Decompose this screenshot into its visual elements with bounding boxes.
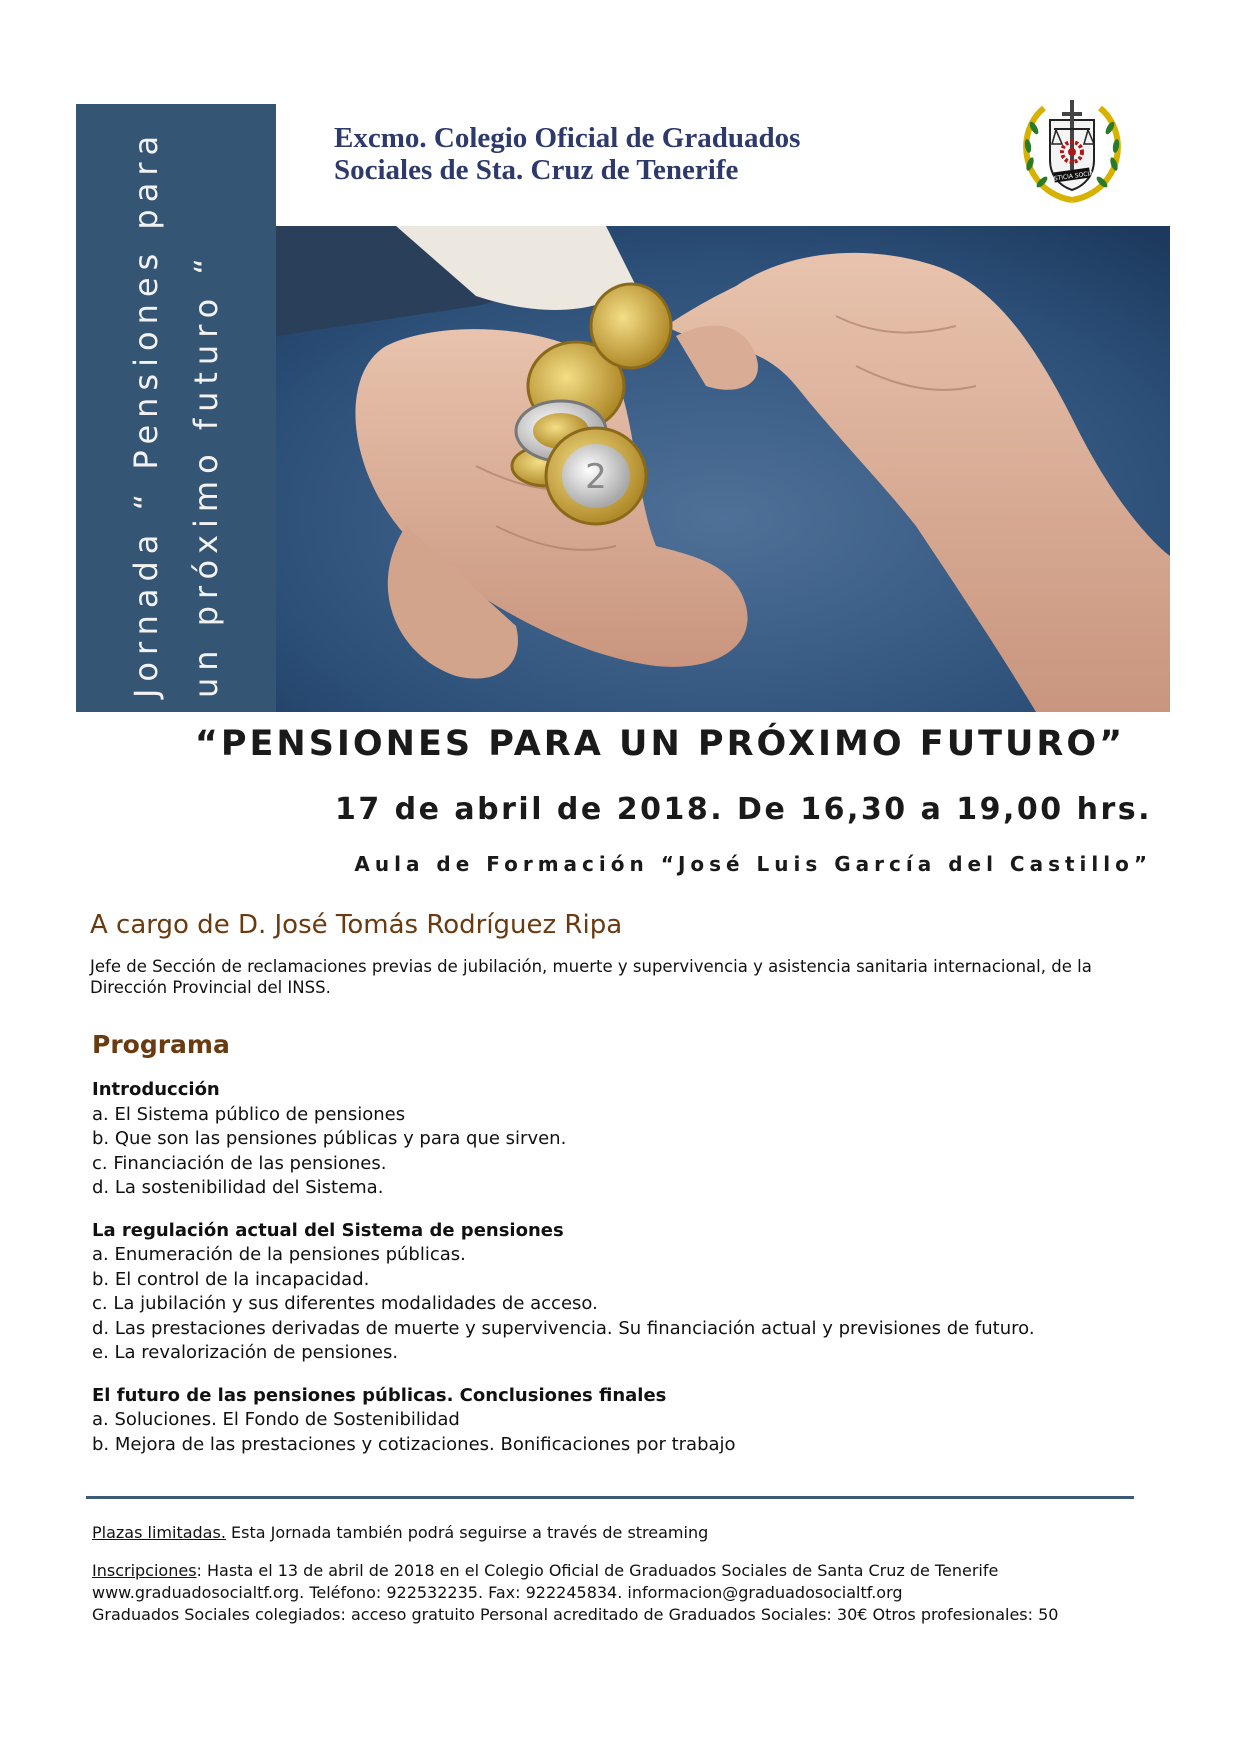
organization-name-line1: Excmo. Colegio Oficial de Graduados (334, 122, 801, 154)
footer-prices-line: Graduados Sociales colegiados: acceso gratuito Personal acreditado de Graduados Sociales: 30€ Otros profesionales: 50 (92, 1605, 1059, 1624)
speaker-heading: A cargo de D. José Tomás Rodríguez Ripa (90, 910, 623, 940)
event-venue: Aula de Formación “José Luis García del Castillo” (354, 852, 1152, 876)
program-section-title: La regulación actual del Sistema de pensiones (92, 1219, 564, 1241)
program-item: d. La sostenibilidad del Sistema. (92, 1177, 384, 1198)
footer-contact-line[interactable]: www.graduadosocialtf.org. Teléfono: 922532235. Fax: 922245834. informacion@graduadosocialtf.org (92, 1583, 903, 1602)
program-list (92, 1078, 1172, 1475)
organization-name-line2: Sociales de Sta. Cruz de Tenerife (334, 154, 739, 186)
program-heading: Programa (92, 1030, 230, 1059)
program-item: a. Enumeración de la pensiones públicas. (92, 1244, 466, 1265)
event-date-time: 17 de abril de 2018. De 16,30 a 19,00 hrs. (334, 792, 1152, 827)
svg-text:2: 2 (585, 457, 607, 497)
inscripciones-text: : Hasta el 13 de abril de 2018 en el Colegio Oficial de Graduados Sociales de Santa Cruz de Tenerife (196, 1561, 999, 1580)
organization-name (334, 122, 934, 186)
program-item: a. El Sistema público de pensiones (92, 1103, 406, 1125)
inscripciones-label: Inscripciones (92, 1561, 197, 1580)
program-section (92, 1078, 1172, 1201)
program-item: d. Las prestaciones derivadas de muerte y supervivencia. Su financiación actual y previsiones de futuro. (92, 1317, 1035, 1339)
side-banner-line2: un próximo futuro “ (187, 251, 225, 698)
event-title: “PENSIONES PARA UN PRÓXIMO FUTURO” (194, 724, 1126, 764)
program-section (92, 1219, 1172, 1366)
program-item: e. La revalorización de pensiones. (92, 1342, 399, 1363)
side-banner-text (116, 118, 236, 698)
program-item: b. Mejora de las prestaciones y cotizaciones. Bonificaciones por trabajo (92, 1433, 736, 1455)
speaker-description: Jefe de Sección de reclamaciones previas de jubilación, muerte y supervivencia y asistencia sanitaria internacional, de la Dirección Provincial del INSS. (90, 957, 1092, 997)
organization-seal-logo (1014, 94, 1130, 206)
program-section (92, 1384, 1172, 1458)
footer-inscripciones-line (92, 1560, 1192, 1582)
hero-photo-hands-coins (276, 226, 1170, 712)
seal-ribbon-text: JUSTICIA SOCIAL (1047, 169, 1098, 184)
side-banner-line1: Jornada “ Pensiones para (127, 128, 165, 698)
plazas-text: Esta Jornada también podrá seguirse a través de streaming (225, 1523, 709, 1542)
program-item: a. Soluciones. El Fondo de Sostenibilidad (92, 1409, 460, 1430)
section-divider (86, 1496, 1134, 1499)
footer-plazas-line (92, 1522, 1192, 1544)
program-item: b. Que son las pensiones públicas y para que sirven. (92, 1128, 567, 1149)
program-section-title: Introducción (92, 1079, 220, 1100)
side-banner (76, 104, 276, 712)
program-item: c. Financiación de las pensiones. (92, 1152, 387, 1174)
footer-info (92, 1522, 1192, 1626)
program-item: c. La jubilación y sus diferentes modalidades de acceso. (92, 1293, 598, 1314)
program-section-title: El futuro de las pensiones públicas. Conclusiones finales (92, 1384, 667, 1406)
plazas-label: Plazas limitadas. (92, 1523, 226, 1542)
program-item: b. El control de la incapacidad. (92, 1268, 370, 1290)
